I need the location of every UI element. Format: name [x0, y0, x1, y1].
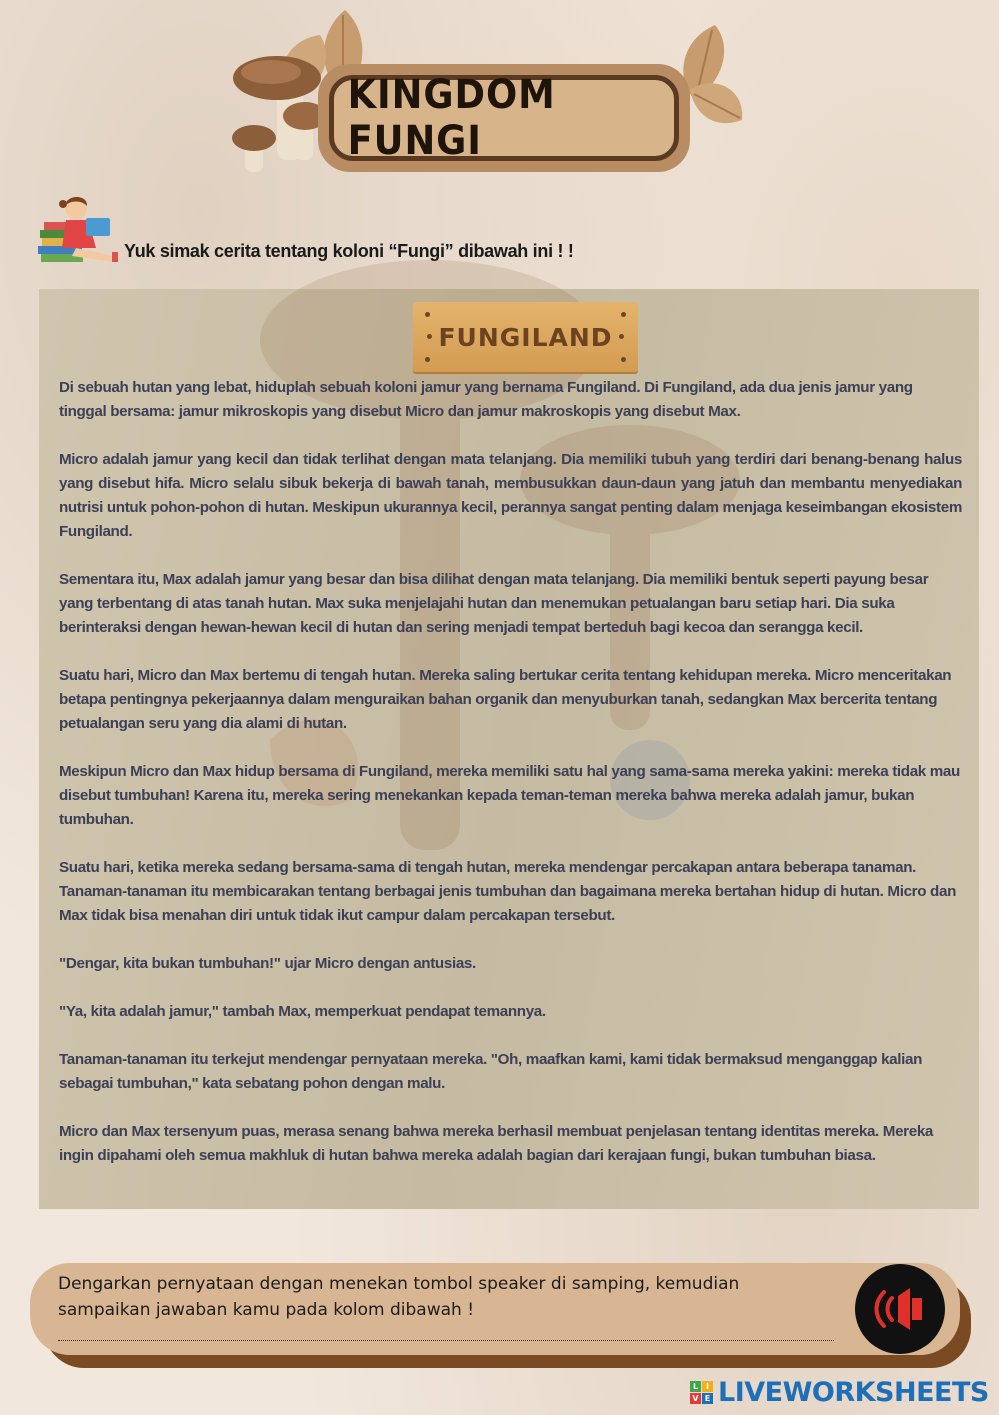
story-paragraph: Micro adalah jamur yang kecil dan tidak terlihat dengan mata telanjang. Dia memiliki tubuh yang terdiri dari benang-benang halus yang disebut hifa. Micro selalu sibuk bekerja di bawah tanah, membusukkan daun-daun yang jatuh dan membantu menyediakan nutrisi untuk pohon-pohon di hutan. Meskipun ukurannya kecil, perannya sangat penting dalam menjaga keseimbangan ekosistem Fungiland.: [59, 451, 962, 540]
story-paragraph: "Ya, kita adalah jamur," tambah Max, memperkuat pendapat temannya.: [59, 1003, 546, 1020]
liveworksheets-logo-icon: L I V E: [690, 1381, 713, 1404]
title-banner: [329, 72, 679, 164]
fungiland-sign: [413, 302, 638, 372]
header: [0, 0, 999, 190]
story-paragraph: "Dengar, kita bukan tumbuhan!" ujar Micro dengan antusias.: [59, 955, 476, 972]
story-paragraph: Meskipun Micro dan Max hidup bersama di Fungiland, mereka memiliki satu hal yang sama-sama mereka yakini: mereka tidak mau disebut tumbuhan! Karena itu, mereka sering menekankan kepada teman-teman mereka bahwa mereka adalah jamur, bukan tumbuhan.: [59, 763, 960, 828]
answer-input[interactable]: [58, 1327, 834, 1341]
intro-text: Yuk simak cerita tentang koloni “Fungi” dibawah ini ! !: [124, 241, 574, 261]
sign-title: FUNGILAND: [438, 322, 613, 352]
story-paragraph: Suatu hari, Micro dan Max bertemu di tengah hutan. Mereka saling bertukar cerita tentang kehidupan mereka. Micro menceritakan betapa pentingnya pekerjaannya dalam menguraikan bahan organik dan menyuburkan tanah, sedangkan Max bercerita tentang petualangan seru yang dia alami di hutan.: [59, 667, 952, 732]
reading-girl-icon: [36, 190, 126, 270]
speaker-button[interactable]: [855, 1264, 945, 1354]
story-paragraph: Micro dan Max tersenyum puas, merasa senang bahwa mereka berhasil membuat penjelasan tentang identitas mereka. Mereka ingin dipahami oleh semua makhluk di hutan bahwa mereka adalah bagian dari kerajaan fungi, bukan tumbuhan biasa.: [59, 1123, 934, 1164]
story-paragraph: Di sebuah hutan yang lebat, hiduplah sebuah koloni jamur yang bernama Fungiland. Di Fungiland, ada dua jenis jamur yang tinggal bersama: jamur mikroskopis yang disebut Micro dan jamur makroskopis yang disebut Max.: [59, 379, 913, 420]
instruction-text: Dengarkan pernyataan dengan menekan tombol speaker di samping, kemudian sampaikan jawaban kamu pada kolom dibawah !: [58, 1274, 740, 1320]
brand-logo: [690, 1375, 989, 1409]
page-title: KINGDOM FUNGI: [347, 72, 556, 164]
story-text: [59, 376, 962, 1192]
brand-name: LIVEWORKSHEETS: [718, 1376, 989, 1408]
story-paragraph: Suatu hari, ketika mereka sedang bersama-sama di tengah hutan, mereka mendengar percakapan antara beberapa tanaman. Tanaman-tanaman itu membicarakan tentang berbagai jenis tumbuhan dan bagaimana mereka bertahan hidup di hutan. Micro dan Max tidak bisa menahan diri untuk tidak ikut campur dalam percakapan tersebut.: [59, 859, 956, 924]
speaker-icon: [868, 1284, 932, 1334]
story-paragraph: Sementara itu, Max adalah jamur yang besar dan bisa dilihat dengan mata telanjang. Dia memiliki bentuk seperti payung besar yang terbentang di atas tanah hutan. Max suka menjelajahi hutan dan menemukan petualangan baru setiap hari. Dia suka berinteraksi dengan hewan-hewan kecil di hutan dan sering menjadi tempat berteduh bagi kecoa dan serangga kecil.: [59, 571, 929, 636]
story-paragraph: Tanaman-tanaman itu terkejut mendengar pernyataan mereka. "Oh, maafkan kami, kami tidak bermaksud menganggap kalian sebagai tumbuhan," kata sebatang pohon dengan malu.: [59, 1051, 923, 1092]
